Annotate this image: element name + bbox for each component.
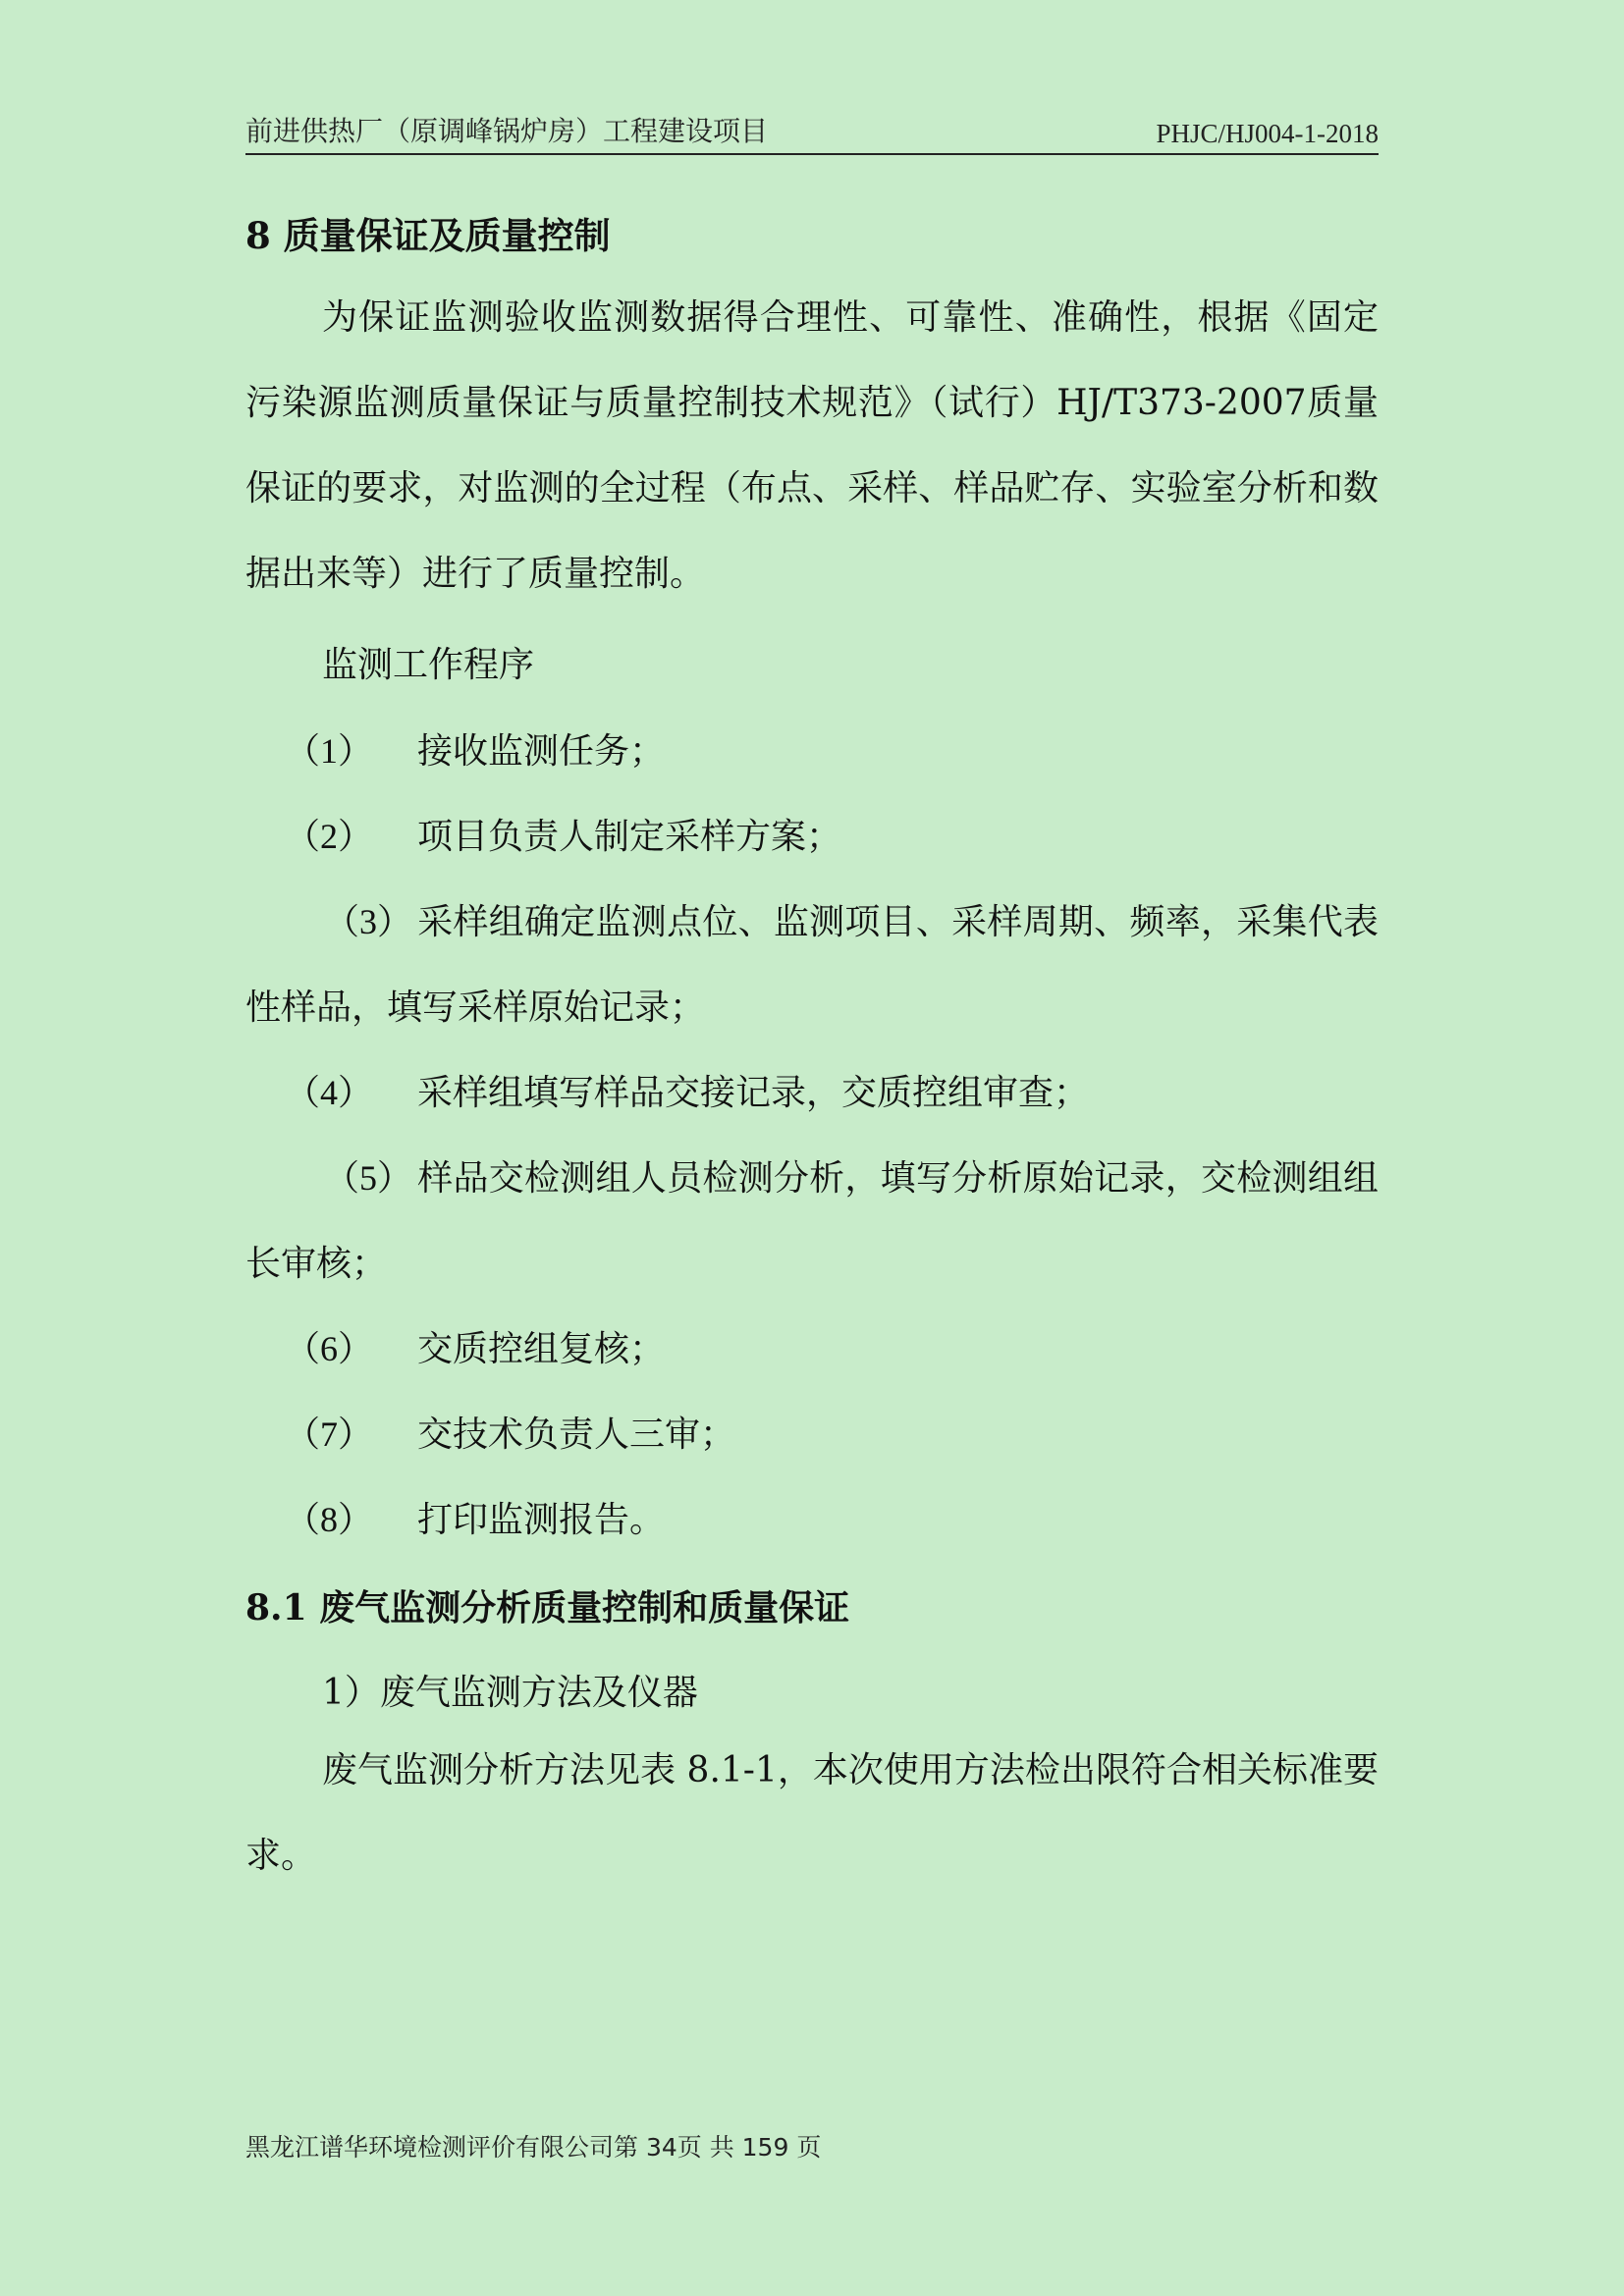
sub-heading: 1）废气监测方法及仪器	[322, 1673, 698, 1713]
procedure-step	[285, 709, 1379, 794]
header-project-title: 前进供热厂（原调峰锅炉房）工程建设项目	[245, 115, 769, 147]
header-document-code: PHJC/HJ004-1-2018	[1156, 119, 1379, 148]
page-footer: 黑龙江谱华环境检测评价有限公司第 34页 共 159 页	[245, 2133, 822, 2162]
step-text: 交技术负责人三审；	[417, 1415, 736, 1455]
step-number: （4）	[285, 1073, 374, 1112]
step-number: （3）	[324, 902, 413, 941]
step-number: （8）	[285, 1500, 374, 1539]
page-header	[245, 112, 1379, 155]
step-text: 交质控组复核；	[417, 1329, 666, 1369]
step-number: （1）	[285, 731, 374, 771]
procedure-step	[285, 1477, 1379, 1563]
step-number: （6）	[285, 1329, 374, 1368]
step-text: 接收监测任务；	[417, 731, 666, 772]
step-text: 采样组填写样品交接记录，交质控组审查；	[417, 1073, 1090, 1113]
section-8-1-paragraph: 废气监测分析方法见表 8.1-1，本次使用方法检出限符合相关标准要求。	[245, 1750, 1379, 1876]
procedure-step	[285, 794, 1379, 880]
section-heading-8: 8 质量保证及质量控制	[245, 214, 611, 257]
section-heading-8-1: 8.1 废气监测分析质量控制和质量保证	[245, 1587, 850, 1629]
step-text: 采样组确定监测点位、监测项目、采样周期、频率，采集代表性样品，填写采样原始记录；	[245, 902, 1379, 1028]
procedure-step	[285, 1392, 1379, 1477]
procedure-step	[245, 880, 1379, 1050]
procedure-title: 监测工作程序	[322, 645, 535, 685]
step-text: 项目负责人制定采样方案；	[417, 817, 842, 857]
step-text: 样品交检测组人员检测分析，填写分析原始记录，交检测组组长审核；	[245, 1158, 1379, 1284]
intro-paragraph: 为保证监测验收监测数据得合理性、可靠性、准确性，根据《固定污染源监测质量保证与质量控制技术规范》（试行）HJ/T373-2007质量保证的要求，对监测的全过程（布点、采样、样品贮存、实验室分析和数据出来等）进行了质量控制。	[245, 297, 1379, 594]
procedure-step	[285, 1307, 1379, 1392]
step-number: （5）	[324, 1158, 413, 1198]
step-text: 打印监测报告。	[417, 1500, 666, 1540]
step-number: （7）	[285, 1415, 374, 1454]
procedure-step	[245, 1136, 1379, 1307]
procedure-step	[285, 1050, 1379, 1136]
step-number: （2）	[285, 817, 374, 856]
